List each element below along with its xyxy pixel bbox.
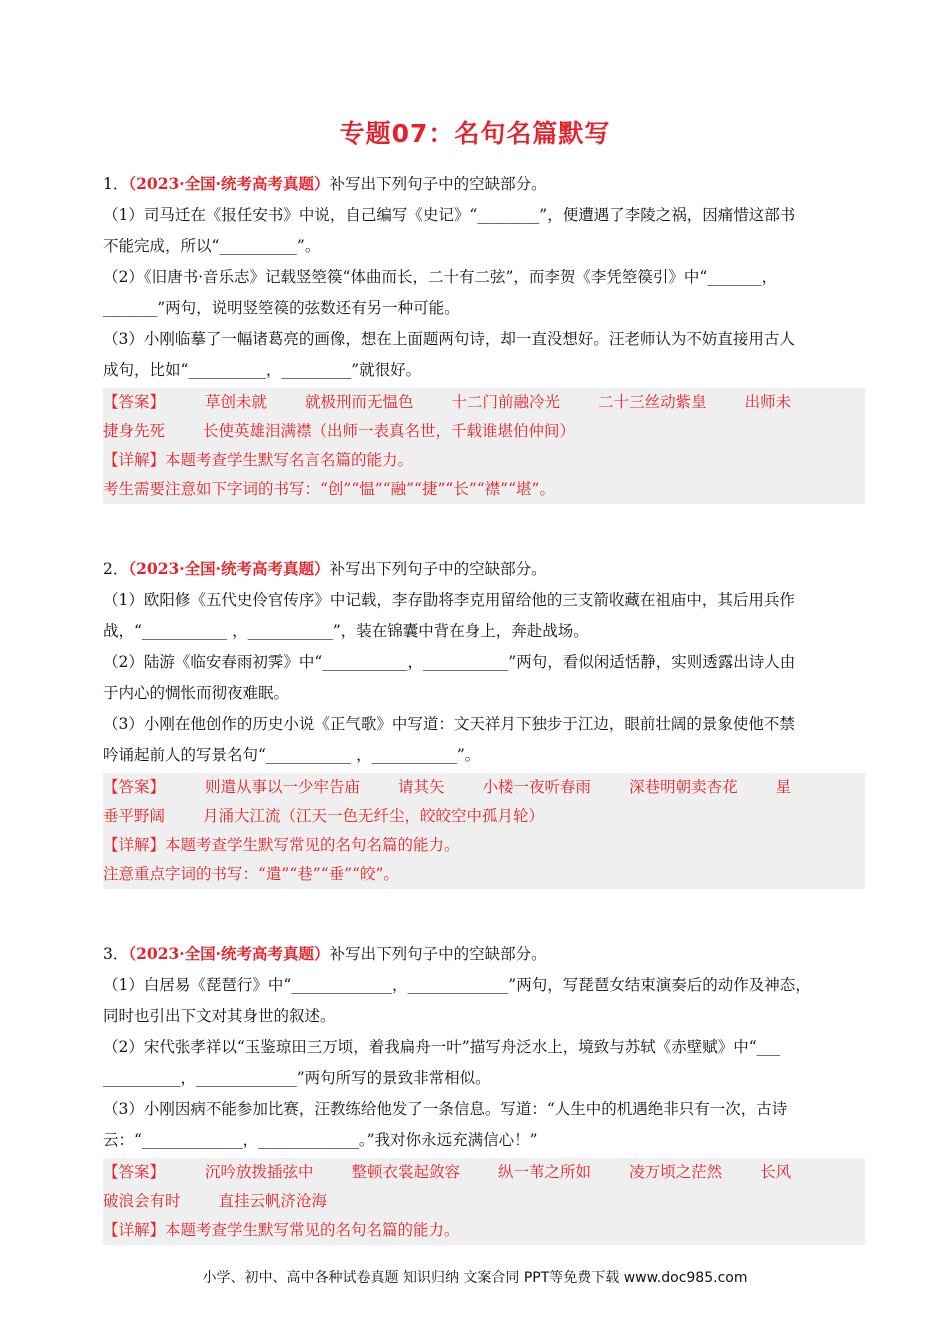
- answer-item: 直挂云帆济沧海: [218, 1192, 328, 1210]
- answer-row: [103, 1158, 865, 1187]
- page-footer: 小学、初中、高中各种试卷真题 知识归纳 文案合同 PPT等免费下载 www.doc985.com: [202, 1270, 748, 1286]
- question-header: [103, 938, 865, 970]
- answer-item: 二十三丝动紫皇: [598, 393, 707, 411]
- part-line: 于内心的惆怅而彻夜难眠。: [103, 684, 290, 702]
- page-title: 专题07：名句名篇默写: [339, 119, 611, 148]
- part-line: 吟诵起前人的写景名句“___________ ，___________”。: [103, 746, 481, 764]
- answer-label: 【答案】: [103, 1163, 166, 1181]
- question-number: 2．: [103, 560, 129, 578]
- detail-row: [103, 831, 865, 860]
- note-text: 注意重点字词的书写：“遣”“巷”“垂”“皎”。: [103, 865, 399, 883]
- detail-label: 【详解】: [103, 836, 166, 854]
- answer-item: 凌万顷之茫然: [629, 1163, 723, 1181]
- answer-item: 破浪会有时: [103, 1192, 181, 1210]
- part-line: （3）小刚在他创作的历史小说《正气歌》中写道：文天祥月下独步于江边，眼前壮阔的景象使他不禁: [103, 715, 795, 733]
- detail-row: [103, 1216, 865, 1245]
- answer-item: 长风: [760, 1163, 792, 1181]
- part-line: （2）陆游《临安春雨初霁》中“___________，___________”两句，看似闲适恬静，实则透露出诗人由: [103, 653, 796, 671]
- part-line: __________，_____________”两句所写的景致非常相似。: [103, 1069, 491, 1087]
- answer-row: [103, 388, 865, 417]
- answer-item: 请其矢: [398, 778, 445, 796]
- answer-item: 深巷明朝卖杏花: [629, 778, 738, 796]
- note-row: [103, 860, 865, 889]
- part-line: （1）司马迁在《报任安书》中说，自己编写《史记》“________”，便遭遇了李陵之祸，因痛惜这部书: [103, 206, 796, 224]
- part-line: （3）小刚临摹了一幅诸葛亮的画像，想在上面题两句诗，却一直没想好。汪老师认为不妨直接用古人: [103, 330, 795, 348]
- part-line: 成句，比如“__________，_________”就很好。: [103, 361, 422, 379]
- answer-item: 月涌大江流（江天一色无纤尘，皎皎空中孤月轮）: [203, 807, 545, 825]
- answer-item: 纵一苇之所如: [498, 1163, 592, 1181]
- answer-row: [103, 773, 865, 802]
- part-line: （2）《旧唐书·音乐志》记载竖箜篌“体曲而长，二十有二弦”，而李贺《李凭箜篌引》中“_______，: [103, 268, 778, 286]
- note-text: 考生需要注意如下字词的书写：“创”“愠”“融”“捷”“长”“襟”“堪”。: [103, 480, 555, 498]
- answer-box: [103, 773, 865, 889]
- part-line: 同时也引出下文对其身世的叙述。: [103, 1007, 336, 1025]
- part-line: 不能完成，所以“__________”。: [103, 237, 321, 255]
- answer-row: [103, 417, 865, 446]
- detail-label: 【详解】: [103, 1221, 166, 1239]
- answer-row: [103, 1187, 865, 1216]
- detail-text: 本题考查学生默写常见的名句名篇的能力。: [165, 1221, 460, 1239]
- question-stem: 补写出下列句子中的空缺部分。: [329, 175, 547, 193]
- question-stem: 补写出下列句子中的空缺部分。: [329, 945, 547, 963]
- answer-item: 星: [775, 778, 792, 796]
- answer-item: 整顿衣裳起敛容: [351, 1163, 461, 1181]
- answer-label: 【答案】: [103, 393, 166, 411]
- question-source: （2023·全国·统考高考真题）: [128, 559, 330, 578]
- answer-item: 出师未: [744, 393, 792, 411]
- question-source: （2023·全国·统考高考真题）: [128, 944, 330, 963]
- part-line: （3）小刚因病不能参加比赛，汪教练给他发了一条信息。写道：“人生中的机遇绝非只有一次，古诗: [103, 1100, 788, 1118]
- detail-text: 本题考查学生默写名言名篇的能力。: [165, 451, 414, 469]
- answer-item: 捷身先死: [103, 422, 166, 440]
- part-line: （1）欧阳修《五代史伶官传序》中记载，李存勖将李克用留给他的三支箭收藏在祖庙中，其后用兵作: [103, 591, 795, 609]
- part-line: （2）宋代张孝祥以“玉鉴琼田三万顷，着我扁舟一叶”描写舟泛水上，境致与苏轼《赤壁赋》中“___: [103, 1038, 780, 1056]
- part-line: 战，“___________ ，___________”，装在锦囊中背在身上，奔赴战场。: [103, 622, 589, 640]
- question-2: [103, 553, 865, 889]
- detail-text: 本题考查学生默写常见的名句名篇的能力。: [165, 836, 460, 854]
- question-source: （2023·全国·统考高考真题）: [128, 174, 330, 193]
- part-line: 云：“_____________，_____________。”我对你永远充满信心！”: [103, 1131, 538, 1149]
- answer-item: 则遣从事以一少牢告庙: [205, 778, 361, 796]
- question-number: 3．: [103, 945, 129, 963]
- detail-row: [103, 446, 865, 475]
- note-row: [103, 475, 865, 504]
- answer-item: 十二门前融冷光: [451, 393, 561, 411]
- part-line: （1）白居易《琵琶行》中“_____________，_____________”两句，写琵琶女结束演奏后的动作及神态，: [103, 976, 811, 994]
- question-number: 1．: [103, 175, 129, 193]
- answer-item: 小楼一夜听春雨: [482, 778, 592, 796]
- answer-box: [103, 1158, 865, 1245]
- answer-item: 沉吟放拨插弦中: [205, 1163, 314, 1181]
- question-header: [103, 168, 865, 200]
- answer-item: 就极刑而无愠色: [305, 393, 414, 411]
- answer-box: [103, 388, 865, 504]
- answer-item: 草创未就: [205, 393, 268, 411]
- part-line: _______”两句，说明竖箜篌的弦数还有另一种可能。: [103, 299, 460, 317]
- question-1: [103, 168, 865, 504]
- question-3: [103, 938, 865, 1245]
- detail-label: 【详解】: [103, 451, 166, 469]
- answer-label: 【答案】: [103, 778, 166, 796]
- answer-row: [103, 802, 865, 831]
- question-stem: 补写出下列句子中的空缺部分。: [329, 560, 547, 578]
- answer-item: 长使英雄泪满襟（出师一表真名世，千载谁堪伯仲间）: [203, 422, 576, 440]
- answer-item: 垂平野阔: [103, 807, 166, 825]
- question-header: [103, 553, 865, 585]
